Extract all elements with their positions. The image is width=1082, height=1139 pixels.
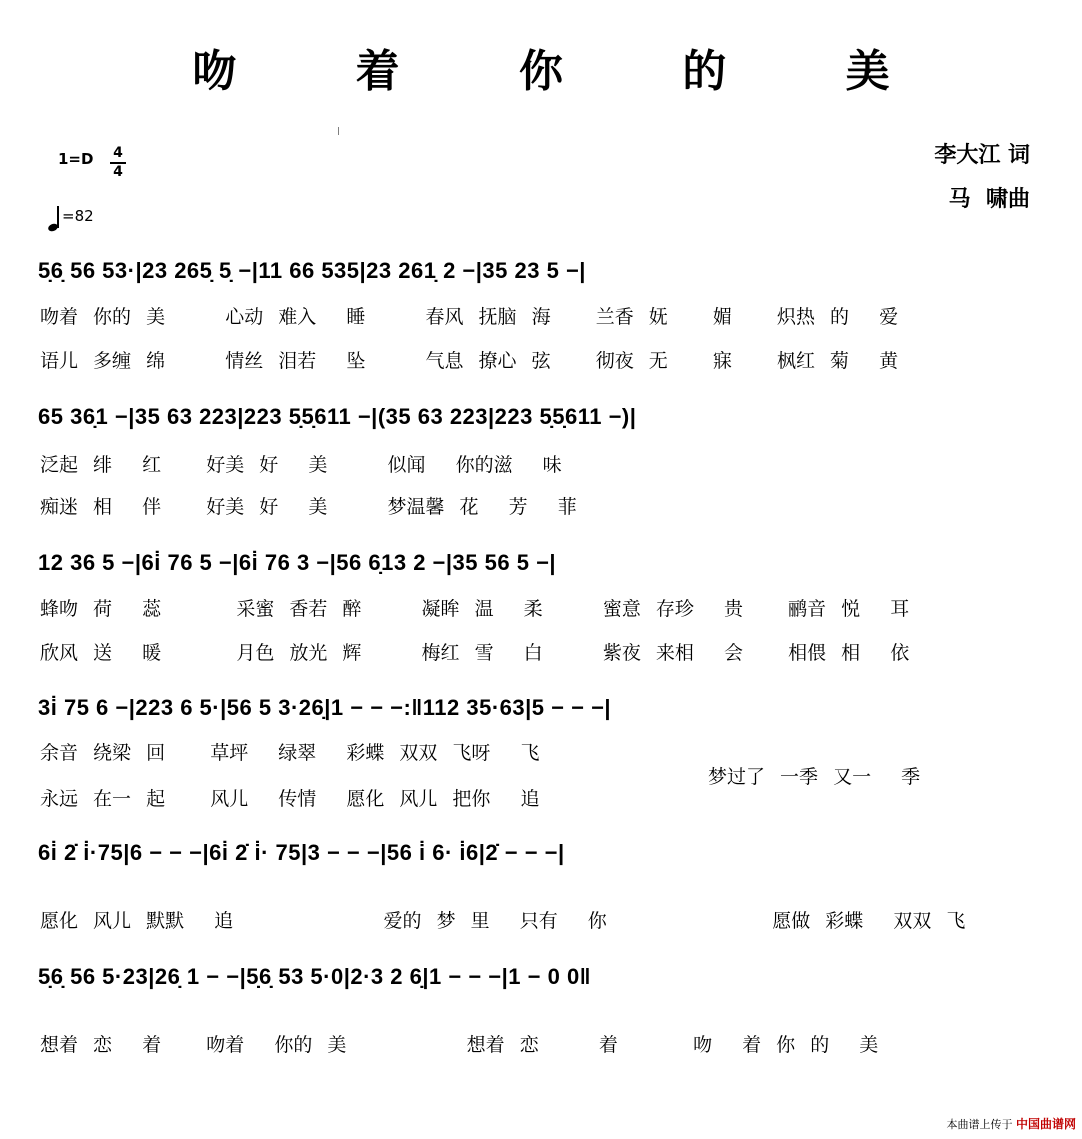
notation-line-2: 65 36̣1 −|35 63 223|223 5̣5̣611 −|(35 63 223|223 5̣5̣611 −)| <box>38 404 637 429</box>
lyric-line-6: 想着 恋 着 吻着 你的 美 想着 恋 着 吻 着 你 的 美 <box>40 1034 879 1056</box>
footer-site-name: 中国曲谱网 <box>1015 1117 1076 1131</box>
lyric-line-4-verse-1: 余音 绕梁 回 草坪 绿翠 彩蝶 双双 飞呀 飞 <box>40 742 540 764</box>
lyric-line-4-verse-2: 永远 在一 起 风儿 传情 愿化 风儿 把你 追 <box>40 788 540 810</box>
song-title: 吻 着 你 的 美 <box>192 46 942 97</box>
notation-line-6: 5̣6̣ 56 5·23|26̣ 1 − −|5̣6̣ 53 5·0|2·3 2 6̣|1 − − −|1 − 0 0‖ <box>38 964 592 989</box>
lyric-line-4-refrain: 梦过了 一季 又一 季 <box>708 766 921 788</box>
lyric-line-1-verse-2: 语儿 多缠 绵 情丝 泪若 坠 气息 撩心 弦 彻夜 无 寐 枫红 菊 黄 <box>40 350 899 372</box>
cursor-mark <box>338 127 339 135</box>
tempo-value: =82 <box>62 207 94 225</box>
lyric-line-5: 愿化 风儿 默默 追 爱的 梦 里 只有 你 愿做 彩蝶 双双 飞 <box>40 910 966 932</box>
lyric-line-3-verse-1: 蜂吻 荷 蕊 采蜜 香若 醉 凝眸 温 柔 蜜意 存珍 贵 鹂音 悦 耳 <box>40 598 910 620</box>
notation-line-5: 6i̇ 2̇ i̇·75|6 − − −|6i̇ 2̇ i̇· 75|3 − − −|56 i̇ 6· i̇6|2̇ − − −| <box>38 840 565 865</box>
footer-prefix: 本曲谱上传于 <box>946 1118 1013 1131</box>
source-footer <box>946 1115 1076 1132</box>
notation-line-3: 12 36 5 −|6i̇ 76 5 −|6i̇ 76 3 −|56 6̣13 2 −|35 56 5 −| <box>38 550 557 575</box>
lyric-line-2-verse-2: 痴迷 相 伴 好美 好 美 梦温馨 花 芳 菲 <box>40 496 577 518</box>
quarter-note-stem <box>57 206 59 228</box>
time-signature <box>110 146 126 180</box>
notation-line-1: 5̣6̣ 56 53·|23 265̣ 5̣ −|11 66 535|23 261̣ 2 −|35 23 5 −| <box>38 258 586 283</box>
notation-line-4: 3i̇ 75 6 −|223 6 5·|56 5 3·26̣|1 − − −:‖112 35·63|5 − − −| <box>38 695 612 720</box>
time-signature-top: 4 <box>113 145 123 161</box>
lyric-line-2-verse-1: 泛起 绯 红 好美 好 美 似闻 你的滋 味 <box>40 454 562 476</box>
lyric-line-1-verse-1: 吻着 你的 美 心动 难入 睡 春风 抚脑 海 兰香 妩 媚 炽热 的 爱 <box>40 306 899 328</box>
key-signature: 1=D <box>58 150 94 168</box>
lyricist-credit: 李大江 词 <box>934 142 1030 168</box>
time-signature-bottom: 4 <box>113 164 123 180</box>
lyric-line-3-verse-2: 欣风 送 暖 月色 放光 辉 梅红 雪 白 紫夜 来相 会 相偎 相 依 <box>40 642 910 664</box>
composer-credit: 马 啸曲 <box>948 186 1030 212</box>
